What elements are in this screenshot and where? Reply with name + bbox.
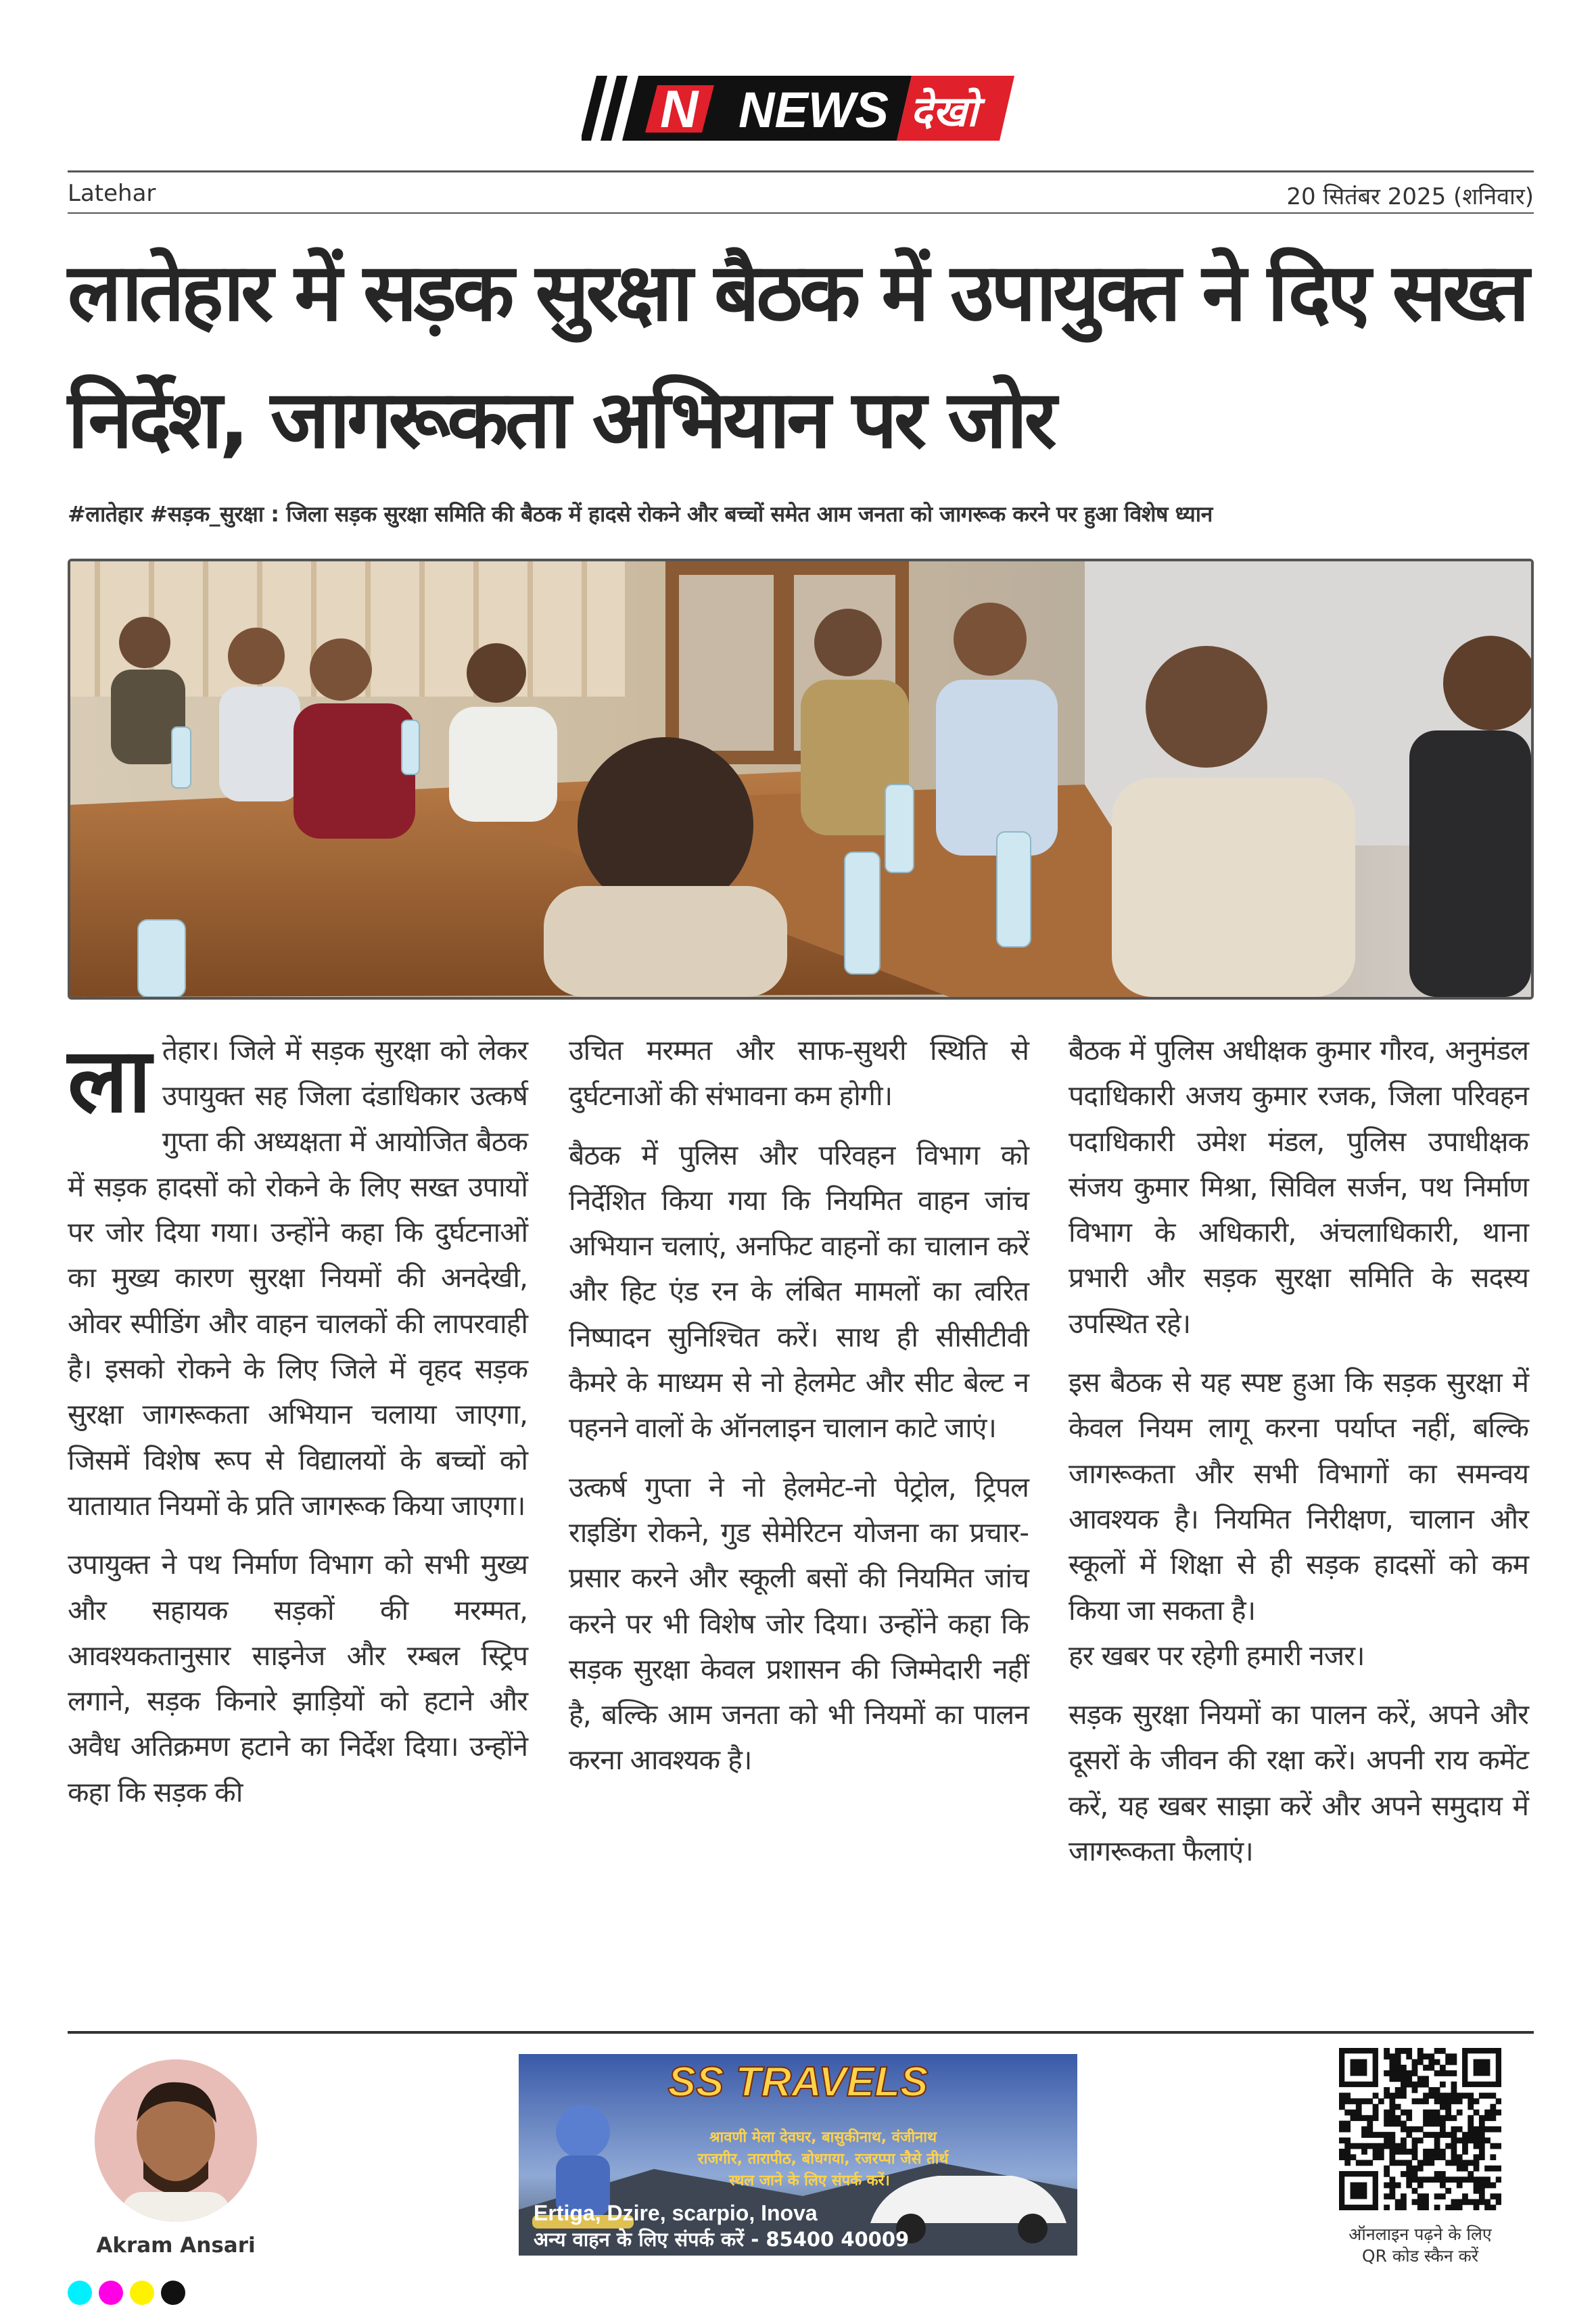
logo-letter: N [660,79,699,139]
ad-title: SS TRAVELS [667,2059,929,2105]
article-paragraph: सड़क सुरक्षा नियमों का पालन करें, अपने और दूसरों के जीवन की रक्षा करें। अपनी राय कमेंट करें, यह खबर साझा करें और अपने समुदाय में जागरूकता फैलाएं। [1069,1698,1528,1868]
subheadline: #लातेहार #सड़क_सुरक्षा : जिला सड़क सुरक्षा समिति की बैठक में हादसे रोकने और बच्चों समेत आम जनता को जागरूक करने पर हुआ विशेष ध्यान [68,501,1213,527]
date-rule [68,212,1534,214]
article-paragraph: बैठक में पुलिस और परिवहन विभाग को निर्देशित किया गया कि नियमित वाहन जांच अभियान चलाएं, अनफिट वाहनों का चालान करें और हिट एंड रन के लंबित मामलों का त्वरित निष्पादन सुनिश्चित करें। साथ ही सीसीटीवी कैमरे के माध्यम से नो हेलमेट और सीट बेल्ट न पहनने वालों के ऑनलाइन चालान काटे जाएं। [569,1138,1029,1445]
footer-rule [68,2031,1534,2034]
top-rule [68,170,1534,172]
black-registration-dot [161,2281,185,2305]
yellow-registration-dot [130,2281,154,2305]
headline: लातेहार में सड़क सुरक्षा बैठक में उपायुक्त ने दिए सख्त निर्देश, जागरूकता अभियान पर जोर [68,246,1526,466]
travel-advertisement[interactable] [519,2054,1077,2256]
article-paragraph: बैठक में पुलिस अधीक्षक कुमार गौरव, अनुमंडल पदाधिकारी अजय कुमार रजक, जिला परिवहन पदाधिकारी उमेश मंडल, पुलिस उपाधीक्षक संजय कुमार मिश्रा, सिविल सर्जन, पथ निर्माण विभाग के अधिकारी, अंचलाधिकारी, थाना प्रभारी और सड़क सुरक्षा समिति के सदस्य उपस्थित रहे। [1069,1034,1528,1340]
article-paragraph: उचित मरम्मत और साफ-सुथरी स्थिति से दुर्घटनाओं की संभावना कम होगी। [569,1034,1029,1113]
drop-cap: ला [68,1029,147,1133]
article-column-2 [569,1028,1029,1797]
magenta-registration-dot [99,2281,123,2305]
ad-line-1: श्रावणी मेला देवघर, बासुकीनाथ, वंजीनाथ [709,2129,937,2146]
logo-brand-suffix: देखो [910,87,978,136]
logo-brand: NEWS [738,82,889,138]
article-paragraph: उत्कर्ष गुप्ता ने नो हेलमेट-नो पेट्रोल, ट्रिपल राइडिंग रोकने, गुड सेमेरिटन योजना का प्रचार-प्रसार करने और स्कूली बसों की नियमित जांच करने पर भी विशेष जोर दिया। उन्होंने कहा कि सड़क सुरक्षा केवल प्रशासन की जिम्मेदारी नहीं है, बल्कि आम जनता को भी नियमों का पालन करना आवश्यक है। [569,1470,1029,1777]
article-paragraph: लातेहार। जिले में सड़क सुरक्षा को लेकर उपायुक्त सह जिला दंडाधिकार उत्कर्ष गुप्ता की अध्यक्षता में आयोजित बैठक में सड़क हादसों को रोकने के लिए सख्त उपायों पर जोर दिया गया। उन्होंने कहा कि दुर्घटनाओं का मुख्य कारण सुरक्षा नियमों की अनदेखी, ओवर स्पीडिंग और वाहन चालकों की लापरवाही है। इसको रोकने के लिए जिले में वृहद सड़क सुरक्षा जागरूकता अभियान चलाया जाएगा, जिसमें विशेष रूप से विद्यालयों के बच्चों को यातायात नियमों के प्रति जागरूक किया जाएगा। [68,1029,527,1522]
ad-car-list: Ertiga, Dzire, scarpio, Inova [534,2201,818,2225]
masthead-logo [582,73,1014,143]
ad-contact: अन्य वाहन के लिए संपर्क करें - 85400 40009 [534,2228,910,2251]
article-paragraph: उपायुक्त ने पथ निर्माण विभाग को सभी मुख्य और सहायक सड़कों की मरम्मत, आवश्यकतानुसार साइनेज और रम्बल स्ट्रिप लगाने, सड़क किनारे झाड़ियों को हटाने और अवैध अतिक्रमण हटाने का निर्देश दिया। उन्होंने कहा कि सड़क की [68,1548,527,1809]
ad-line-3: स्थल जाने के लिए संपर्क करें। [729,2172,890,2189]
location-label: Latehar [68,180,156,207]
author-avatar [95,2059,257,2222]
cyan-registration-dot [68,2281,92,2305]
article-paragraph: इस बैठक से यह स्पष्ट हुआ कि सड़क सुरक्षा में केवल नियम लागू करना पर्याप्त नहीं, बल्कि जागरूकता और सभी विभागों का समन्वय आवश्यक है। नियमित निरीक्षण, चालान और स्कूलों में शिक्षा से ही सड़क हादसों को कम किया जा सकता है। [1069,1366,1528,1627]
qr-caption: ऑनलाइन पढ़ने के लिए QR कोड स्कैन करें [1348,2224,1492,2266]
article-column-3 [1069,1028,1528,1888]
author-name: Akram Ansari [96,2233,256,2258]
meeting-photo [68,559,1534,1000]
article-column-1 [68,1028,527,1829]
qr-code[interactable] [1339,2048,1501,2210]
tagline: हर खबर पर रहेगी हमारी नजर। [1069,1639,1365,1672]
publication-date: 20 सितंबर 2025 (शनिवार) [1286,183,1534,210]
ad-line-2: राजगीर, तारापीठ, बोधगया, रजरप्पा जैसे तीर्थ [697,2151,949,2168]
